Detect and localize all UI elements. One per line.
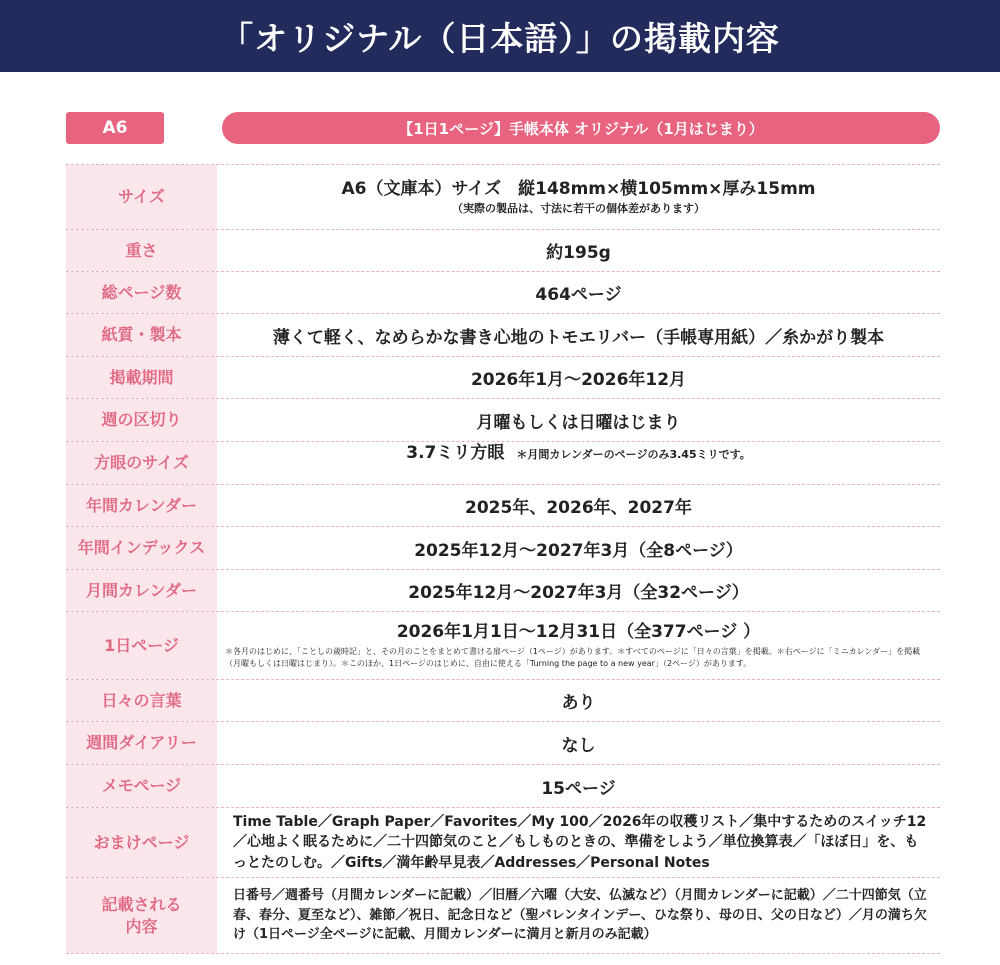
spec-row-daily-words: [66, 679, 940, 721]
spec-value: [217, 808, 940, 877]
spec-label: 週の区切り: [66, 399, 217, 441]
spec-label: 年間カレンダー: [66, 485, 217, 526]
spec-row-weight: [66, 229, 940, 271]
spec-label: 週間ダイアリー: [66, 722, 217, 764]
size-value: A6（文庫本）サイズ 縦148mm×横105mm×厚み15mm: [341, 178, 816, 199]
spec-row-size: [66, 164, 940, 229]
spec-label: 総ページ数: [66, 272, 217, 313]
spec-row-daily-page: [66, 611, 940, 679]
page-header: [0, 0, 1000, 72]
grid-size-value: 3.7ミリ方眼: [406, 443, 505, 463]
spec-row-contents: [66, 877, 940, 953]
spec-value: [217, 878, 940, 953]
spec-value: なし: [561, 735, 596, 756]
spec-row-week-start: [66, 398, 940, 441]
spec-value: 約195g: [546, 243, 611, 263]
spec-value: 2025年、2026年、2027年: [465, 498, 692, 518]
spec-row-grid-size: [66, 441, 940, 484]
bonus-pages-list: Time Table／Graph Paper／Favorites／My 100／2026年の収穫リスト／集中するためのスイッチ12／心地よく眠るために／二十四節気のこと／もしものときの、準備をしよう／単位換算表／「ほぼ日」を、もっとたのしむ。／Gifts／満年齢早見表／Addresses／Personal Notes: [233, 814, 927, 871]
spec-label: 紙質・製本: [66, 314, 217, 356]
spec-row-weekly-diary: [66, 721, 940, 764]
spec-value: [217, 612, 940, 679]
spec-row-paper: [66, 313, 940, 356]
spec-label: 記載される内容: [66, 878, 217, 953]
spec-value: [217, 442, 940, 484]
spec-row-memo-pages: [66, 764, 940, 807]
spec-value: 月曜もしくは日曜はじまり: [476, 412, 681, 433]
spec-row-yearly-index: [66, 526, 940, 569]
size-note: （実際の製品は、寸法に若干の個体差があります）: [452, 201, 705, 215]
spec-label: サイズ: [66, 165, 217, 229]
spec-label: 掲載期間: [66, 357, 217, 398]
spec-value: [217, 165, 940, 229]
spec-label: 日々の言葉: [66, 680, 217, 721]
spec-label: 方眼のサイズ: [66, 442, 217, 484]
contents-list: 日番号／週番号（月間カレンダーに記載）／旧暦／六曜（大安、仏滅など）（月間カレンダーに記載）／二十四節気（立春、春分、夏至など）、雑節／祝日、記念日など（聖バレンタインデー、ひな祭り、母の日、父の日など）／月の満ち欠け（1日ページ全ページに記載、月間カレンダーに満月と新月のみ記載）: [233, 888, 927, 943]
spec-label: メモページ: [66, 765, 217, 807]
spec-value: 薄くて軽く、なめらかな書き心地のトモエリバー（手帳専用紙）／糸かがり製本: [272, 327, 885, 348]
spec-value: 464ページ: [535, 285, 622, 305]
spec-label: 月間カレンダー: [66, 570, 217, 611]
spec-label: 1日ページ: [66, 612, 217, 679]
spec-value: 2026年1月～2026年12月: [470, 370, 687, 390]
spec-table: [66, 164, 940, 954]
spec-label: おまけページ: [66, 808, 217, 877]
spec-label: 重さ: [66, 230, 217, 271]
spec-row-monthly-calendar: [66, 569, 940, 611]
grid-size-note: ＊月間カレンダーのページのみ3.45ミリです。: [516, 448, 751, 461]
spec-row-period: [66, 356, 940, 398]
spec-label: 年間インデックス: [66, 527, 217, 569]
product-title-pill: 【1日1ページ】手帳本体 オリジナル（1月はじまり）: [222, 112, 940, 144]
spec-value: 2025年12月～2027年3月（全8ページ）: [414, 540, 743, 561]
daily-page-value: 2026年1月1日～12月31日（全377ページ ）: [396, 622, 761, 643]
size-badge: A6: [66, 112, 164, 144]
spec-value: あり: [561, 693, 596, 713]
spec-value: 2025年12月～2027年3月（全32ページ）: [408, 583, 749, 603]
spec-row-bonus-pages: [66, 807, 940, 877]
page-title: 「オリジナル（日本語）」の掲載内容: [220, 18, 780, 58]
spec-value: 15ページ: [541, 778, 616, 799]
daily-page-note: ＊各月のはじめに、「ことしの歳時記」と、その月のことをまとめて書ける扉ページ（1ページ）があります。＊すべてのページに「日々の言葉」を掲載。＊右ページに「ミニカレンダー」を掲載（月曜もしくは日曜はじまり）。＊このほか、1日ページのはじめに、自由に使える「Turning the page to a new year」（2ページ）があります。: [225, 647, 921, 669]
spec-row-total-pages: [66, 271, 940, 313]
spec-row-yearly-calendar: [66, 484, 940, 526]
